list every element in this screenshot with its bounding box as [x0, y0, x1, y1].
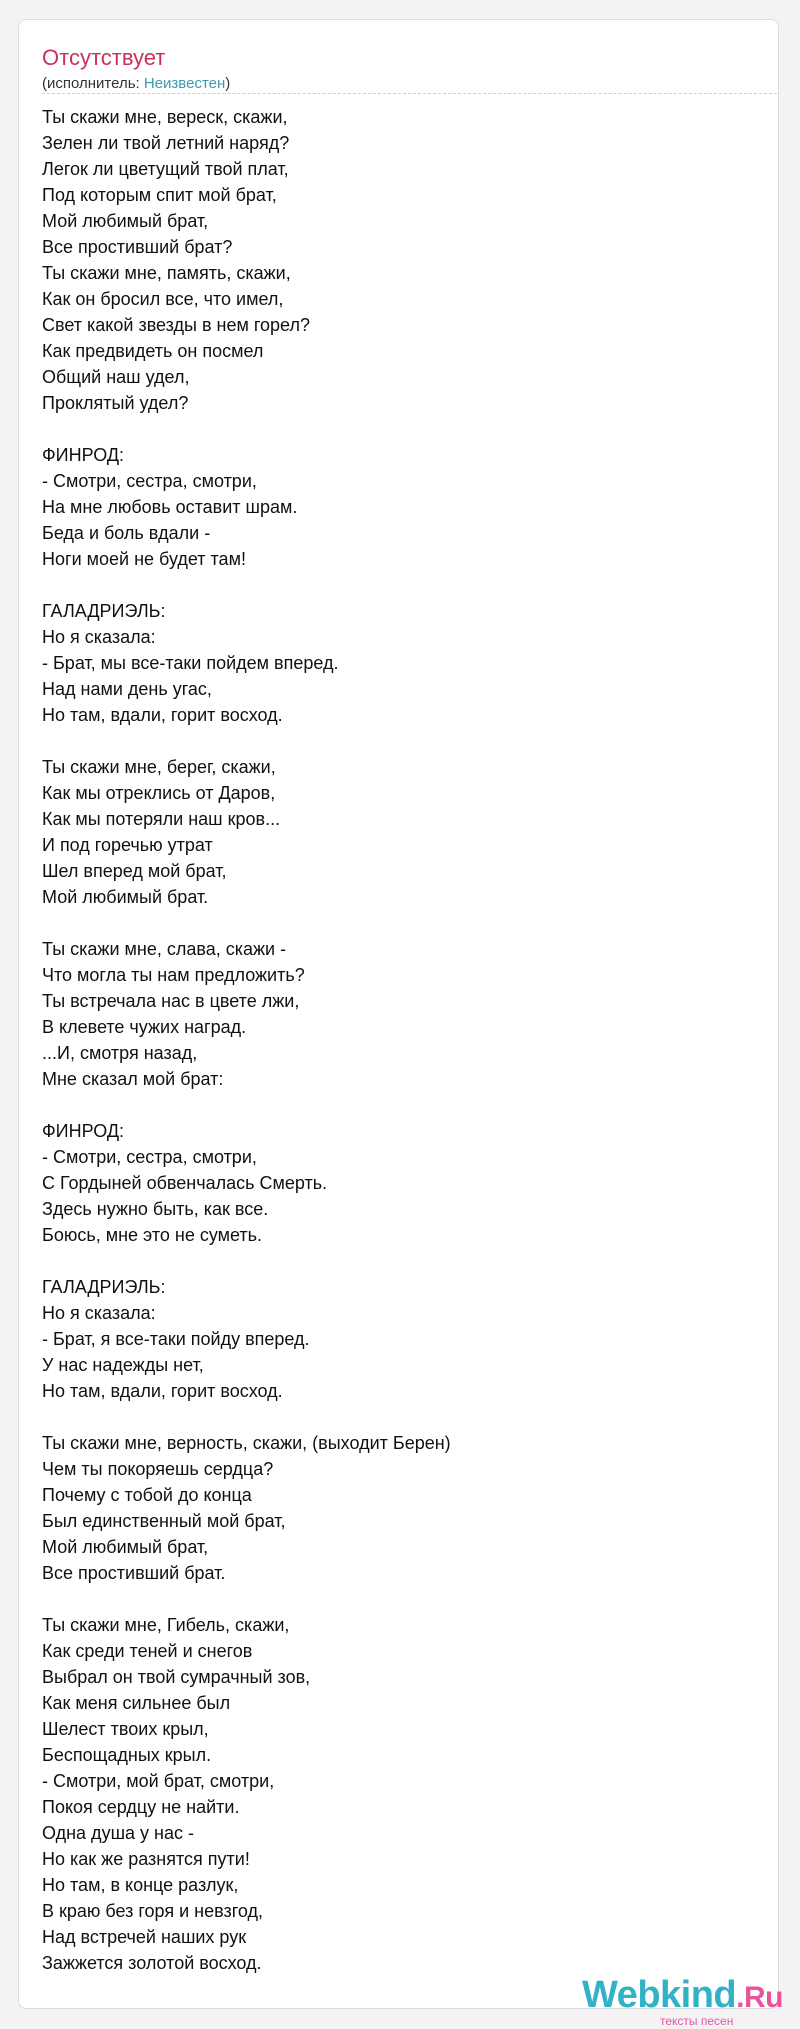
- lyric-line: - Брат, я все-таки пойду вперед.: [42, 1329, 310, 1349]
- lyric-line: У нас надежды нет,: [42, 1355, 204, 1375]
- lyric-line: Мой любимый брат,: [42, 211, 209, 231]
- lyric-line: Ты скажи мне, Гибель, скажи,: [42, 1615, 290, 1635]
- logo-wordmark: [582, 1973, 783, 2020]
- lyric-line: Зажжется золотой восход.: [42, 1953, 262, 1973]
- header-divider: [42, 93, 777, 94]
- lyric-line: С Гордыней обвенчалась Смерть.: [42, 1173, 328, 1193]
- lyric-line: Ты скажи мне, верность, скажи, (выходит Берен): [42, 1433, 451, 1453]
- lyric-line: Беспощадных крыл.: [42, 1745, 212, 1765]
- lyric-line: Но я сказала:: [42, 1303, 156, 1323]
- lyric-line: Ты скажи мне, слава, скажи -: [42, 939, 287, 959]
- lyric-line: Мне сказал мой брат:: [42, 1069, 224, 1089]
- lyric-line: Беда и боль вдали -: [42, 523, 211, 543]
- lyric-line: Как предвидеть он посмел: [42, 341, 264, 361]
- lyric-line: Ты скажи мне, вереск, скажи,: [42, 107, 288, 127]
- lyric-line: - Брат, мы все-таки пойдем вперед.: [42, 653, 339, 673]
- lyric-line: В клевете чужих наград.: [42, 1017, 247, 1037]
- lyric-line: Проклятый удел?: [42, 393, 189, 413]
- lyric-line: Мой любимый брат,: [42, 1537, 209, 1557]
- artist-suffix: ): [225, 75, 231, 92]
- lyric-line: Шел вперед мой брат,: [42, 861, 227, 881]
- lyric-line: Легок ли цветущий твой плат,: [42, 159, 289, 179]
- lyric-line: Как меня сильнее был: [42, 1693, 231, 1713]
- lyric-line: Боюсь, мне это не суметь.: [42, 1225, 263, 1245]
- lyric-line: Мой любимый брат.: [42, 887, 209, 907]
- artist-line: [42, 74, 230, 94]
- logo-tld: .Ru: [736, 1981, 783, 2014]
- lyric-line: Ноги моей не будет там!: [42, 549, 246, 569]
- song-title: Отсутствует: [42, 45, 166, 70]
- lyric-line: Но там, в конце разлук,: [42, 1875, 239, 1895]
- lyrics-text: [42, 104, 762, 1976]
- artist-link[interactable]: Неизвестен: [143, 75, 226, 92]
- lyric-line: Шелест твоих крыл,: [42, 1719, 209, 1739]
- lyric-line: Ты скажи мне, берег, скажи,: [42, 757, 276, 777]
- lyric-line: Все простивший брат?: [42, 237, 233, 257]
- lyric-line: Чем ты покоряешь сердца?: [42, 1459, 274, 1479]
- lyric-line: Все простивший брат.: [42, 1563, 226, 1583]
- lyric-line: - Смотри, сестра, смотри,: [42, 471, 257, 491]
- lyric-line: [42, 572, 762, 598]
- lyric-line: [42, 1404, 762, 1430]
- lyric-line: ГАЛАДРИЭЛЬ:: [42, 1277, 166, 1297]
- lyric-line: ...И, смотря назад,: [42, 1043, 198, 1063]
- site-logo[interactable]: [582, 1973, 782, 2029]
- lyric-line: Что могла ты нам предложить?: [42, 965, 305, 985]
- lyric-line: Одна душа у нас -: [42, 1823, 194, 1843]
- lyric-line: ГАЛАДРИЭЛЬ:: [42, 601, 166, 621]
- lyric-line: Почему с тобой до конца: [42, 1485, 252, 1505]
- lyric-line: ФИНРОД:: [42, 1121, 125, 1141]
- lyric-line: [42, 910, 762, 936]
- lyric-line: [42, 728, 762, 754]
- lyric-line: Свет какой звезды в нем горел?: [42, 315, 310, 335]
- lyric-line: Но там, вдали, горит восход.: [42, 1381, 283, 1401]
- lyric-line: [42, 416, 762, 442]
- lyric-line: ФИНРОД:: [42, 445, 125, 465]
- artist-prefix: (исполнитель:: [42, 75, 144, 92]
- lyric-line: Ты скажи мне, память, скажи,: [42, 263, 291, 283]
- lyric-line: Общий наш удел,: [42, 367, 190, 387]
- lyric-line: Под которым спит мой брат,: [42, 185, 277, 205]
- lyric-line: В краю без горя и невзгод,: [42, 1901, 264, 1921]
- lyric-line: Над нами день угас,: [42, 679, 212, 699]
- lyric-line: Здесь нужно быть, как все.: [42, 1199, 269, 1219]
- lyric-line: Как мы потеряли наш кров...: [42, 809, 281, 829]
- lyric-line: Над встречей наших рук: [42, 1927, 247, 1947]
- lyric-line: Был единственный мой брат,: [42, 1511, 286, 1531]
- lyric-line: Ты встречала нас в цвете лжи,: [42, 991, 300, 1011]
- lyric-line: И под горечью утрат: [42, 835, 213, 855]
- lyric-line: Покоя сердцу не найти.: [42, 1797, 240, 1817]
- lyric-line: Но как же разнятся пути!: [42, 1849, 250, 1869]
- logo-name: Webkind: [582, 1974, 737, 2016]
- lyric-line: Но я сказала:: [42, 627, 156, 647]
- lyric-line: [42, 1248, 762, 1274]
- logo-tagline: тексты песен: [660, 2014, 734, 2028]
- lyrics-card: [18, 19, 783, 2028]
- lyric-line: Зелен ли твой летний наряд?: [42, 133, 290, 153]
- lyric-line: На мне любовь оставит шрам.: [42, 497, 298, 517]
- lyric-line: Выбрал он твой сумрачный зов,: [42, 1667, 311, 1687]
- lyric-line: Как он бросил все, что имел,: [42, 289, 284, 309]
- lyric-line: [42, 1586, 762, 1612]
- lyric-line: Но там, вдали, горит восход.: [42, 705, 283, 725]
- lyric-line: Как среди теней и снегов: [42, 1641, 253, 1661]
- lyric-line: - Смотри, мой брат, смотри,: [42, 1771, 275, 1791]
- lyric-line: Как мы отреклись от Даров,: [42, 783, 276, 803]
- lyric-line: [42, 1092, 762, 1118]
- lyric-line: - Смотри, сестра, смотри,: [42, 1147, 257, 1167]
